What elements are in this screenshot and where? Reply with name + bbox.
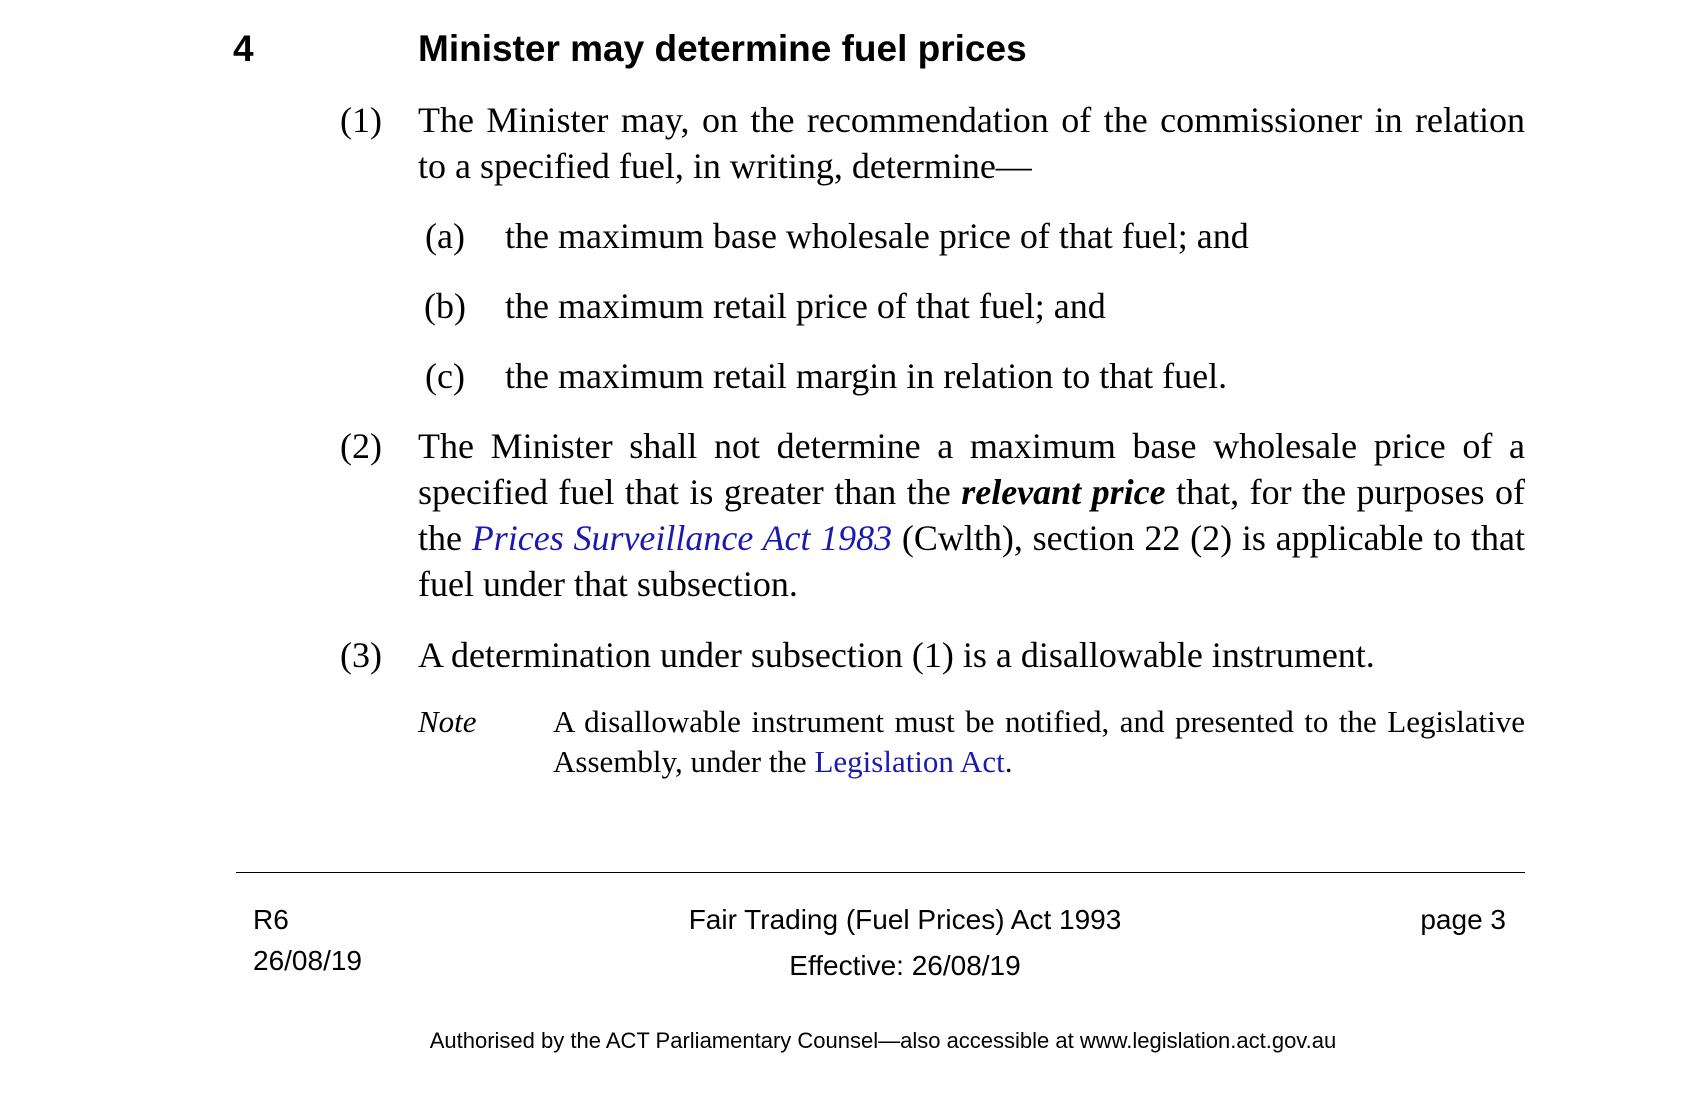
subsection-1-number: (1) <box>340 100 382 140</box>
footer-date: 26/08/19 <box>253 945 362 976</box>
paragraph-b-text: the maximum retail price of that fuel; and <box>505 286 1106 326</box>
note-text <box>553 702 1525 782</box>
footer-act-title: Fair Trading (Fuel Prices) Act 1993 <box>688 904 1122 935</box>
subsection-2-number: (2) <box>340 426 382 466</box>
paragraph-c-label: (c) <box>425 356 465 396</box>
paragraph-b-label: (b) <box>424 286 466 326</box>
subsection-3-text: A determination under subsection (1) is a disallowable instrument. <box>418 635 1375 675</box>
subsection-1-text: The Minister may, on the recommendation of the commissioner in relation to a specified fuel, in writing, determine— <box>418 100 1525 186</box>
note-label: Note <box>418 704 477 739</box>
footer-page-number: page 3 <box>1420 904 1506 935</box>
paragraph-a-label: (a) <box>425 216 465 256</box>
footer-effective-date: Effective: 26/08/19 <box>789 950 1021 981</box>
legislation-act-link[interactable]: Legislation Act <box>814 744 1005 779</box>
paragraph-c-text: the maximum retail margin in relation to that fuel. <box>505 356 1228 396</box>
footer-republication: R6 <box>253 904 289 935</box>
note-text-after: . <box>1004 744 1013 779</box>
defined-term-relevant-price: relevant price <box>961 472 1166 512</box>
subsection-2-text <box>418 423 1525 607</box>
subsection-2-text-middle: that, for the purposes of the <box>418 472 1525 558</box>
footer-divider <box>236 872 1525 873</box>
section-number: 4 <box>233 28 254 69</box>
subsection-3-number: (3) <box>340 635 382 675</box>
paragraph-a-text: the maximum base wholesale price of that fuel; and <box>505 216 1249 256</box>
authorisation-line: Authorised by the ACT Parliamentary Counsel—also accessible at www.legislation.act.gov.au <box>429 1028 1337 1053</box>
note-text-before: A disallowable instrument must be notified, and presented to the Legislative Assembly, under the <box>553 704 1525 779</box>
subsection-2-text-before: The Minister shall not determine a maximum base wholesale price of a specified fuel that is greater than the <box>418 426 1525 512</box>
section-title: Minister may determine fuel prices <box>418 28 1027 69</box>
subsection-2-text-after: (Cwlth), section 22 (2) is applicable to that fuel under that subsection. <box>418 518 1525 604</box>
prices-surveillance-act-link[interactable]: Prices Surveillance Act 1983 <box>471 518 893 558</box>
